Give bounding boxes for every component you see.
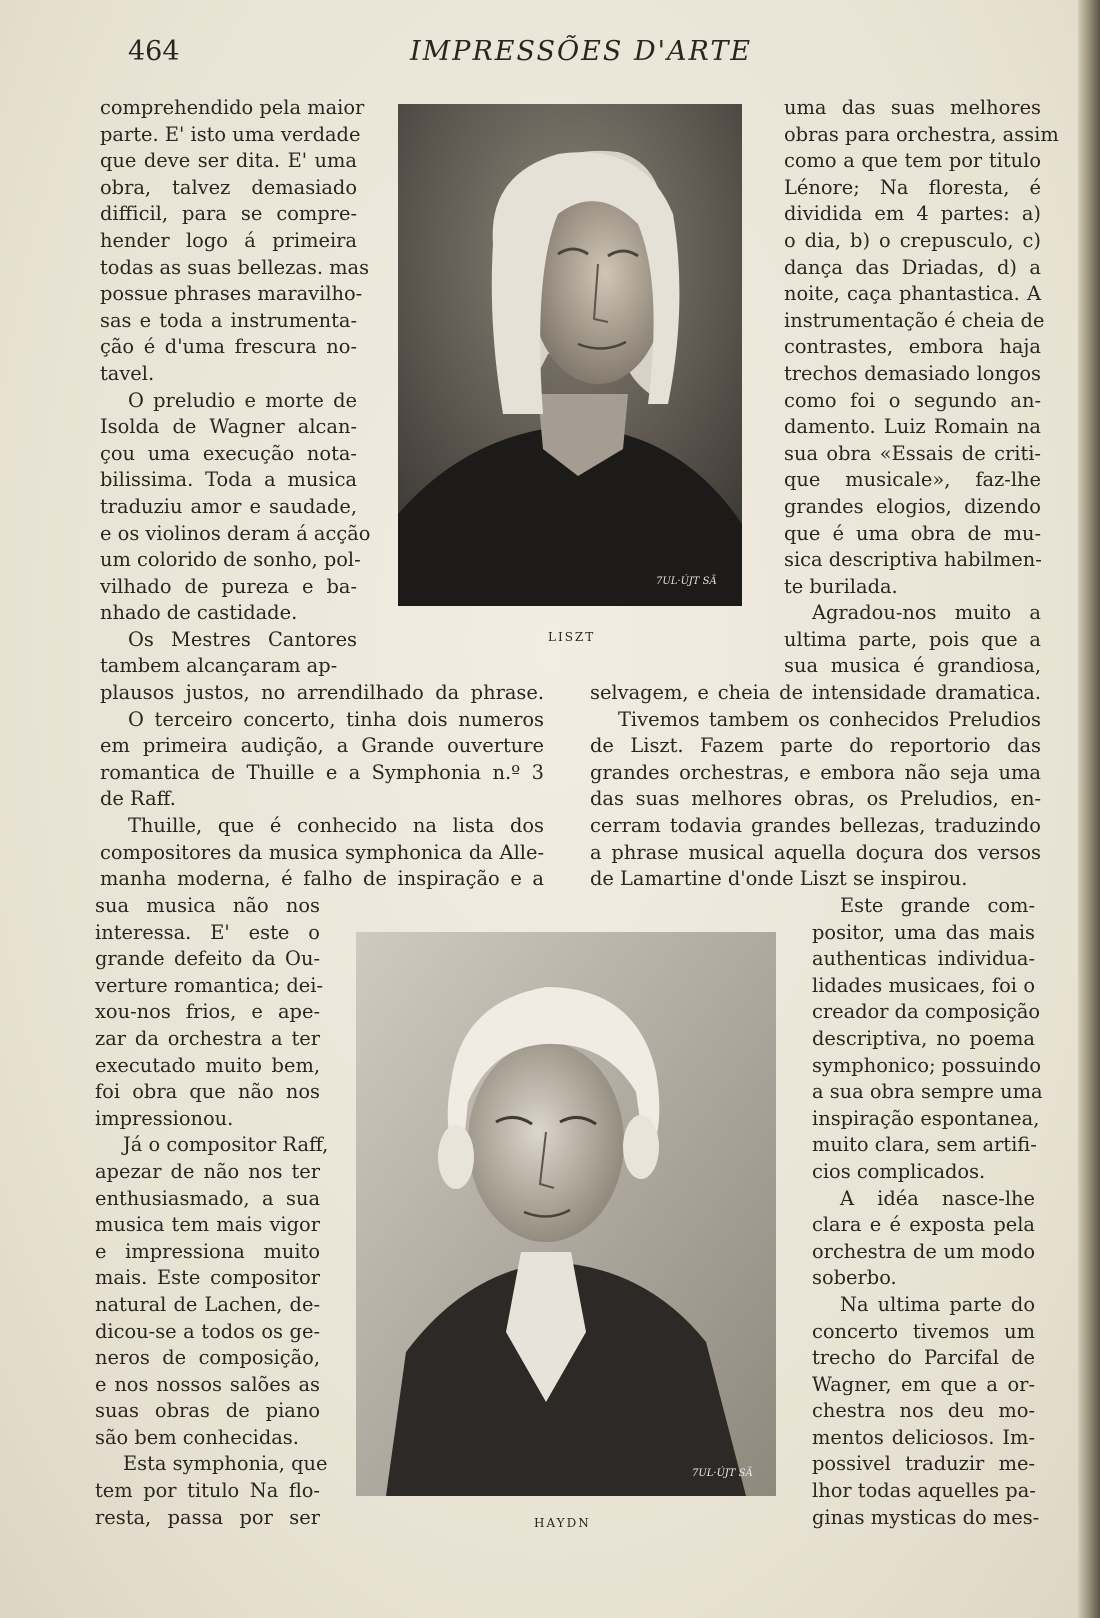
- haydn-caption: HAYDN: [534, 1516, 591, 1530]
- text-line: a sua obra sempre uma: [812, 1080, 1043, 1104]
- text-line: concerto tivemos um: [812, 1319, 1035, 1343]
- text-line: Lénore; Na floresta, é: [784, 175, 1041, 199]
- running-title: IMPRESSÕES D'ARTE: [410, 36, 753, 67]
- text-line: selvagem, e cheia de intensidade dramatica.: [590, 681, 1041, 704]
- text-line: são bem conhecidas.: [95, 1425, 299, 1449]
- text-line: çou uma execução nota-: [100, 441, 357, 465]
- text-line: romantica de Thuille e a Symphonia n.º 3: [100, 760, 544, 784]
- text-line: e impressiona muito: [95, 1239, 320, 1263]
- liszt-portrait: [398, 104, 742, 606]
- text-line: possue phrases maravilho-: [100, 282, 363, 306]
- text-line: Este grande com-: [840, 894, 1035, 917]
- text-col-b-left: [100, 680, 544, 893]
- text-line: neros de composição,: [95, 1346, 320, 1370]
- text-col-b-right: [590, 680, 1041, 893]
- text-line: como foi o segundo an-: [784, 388, 1041, 412]
- text-line: bilissima. Toda a musica: [100, 468, 357, 492]
- haydn-signature: 7UL·ÚJT SÃ: [692, 1468, 753, 1479]
- text-line: O preludio e morte de: [128, 388, 357, 412]
- text-line: obra, talvez demasiado: [100, 175, 357, 199]
- text-line: A idéa nasce-lhe: [840, 1186, 1035, 1210]
- text-line: O terceiro concerto, tinha dois numeros: [128, 707, 544, 731]
- text-line: compositores da musica symphonica da Alle-: [100, 840, 544, 864]
- text-line: possivel traduzir me-: [812, 1452, 1035, 1476]
- text-line: lhor todas aquelles pa-: [812, 1479, 1036, 1503]
- text-line: dança das Driadas, d) a: [784, 255, 1041, 279]
- text-line: musica tem mais vigor: [95, 1213, 320, 1237]
- text-line: que musicale», faz-lhe: [784, 468, 1041, 492]
- text-line: grande defeito da Ou-: [95, 947, 320, 971]
- text-line: Wagner, em que a or-: [812, 1372, 1035, 1396]
- text-line: sua obra «Essais de criti-: [784, 441, 1041, 465]
- text-line: tem por titulo Na flo-: [95, 1479, 320, 1503]
- text-line: authenticas individua-: [812, 947, 1035, 971]
- text-line: um colorido de sonho, pol-: [100, 548, 361, 572]
- text-line: todas as suas bellezas. mas: [100, 255, 370, 279]
- haydn-portrait: [356, 932, 776, 1496]
- text-line: interessa. E' este o: [95, 920, 320, 944]
- text-line: mais. Este compositor: [95, 1266, 320, 1290]
- text-line: enthusiasmado, a sua: [95, 1186, 320, 1210]
- text-col-d: [95, 893, 329, 1531]
- text-line: te burilada.: [784, 574, 898, 598]
- text-line: em primeira audição, a Grande ouverture: [100, 734, 544, 758]
- text-line: a phrase musical aquella doçura dos versos: [590, 840, 1041, 864]
- text-line: dividida em 4 partes: a): [784, 202, 1041, 226]
- text-line: obras para orchestra, assim: [784, 122, 1059, 146]
- text-line: chestra nos deu mo-: [812, 1399, 1035, 1423]
- text-line: tambem alcançaram ap-: [100, 654, 338, 678]
- text-line: foi obra que não nos: [95, 1080, 320, 1104]
- text-line: executado muito bem,: [95, 1053, 320, 1077]
- text-line: manha moderna, é falho de inspiração e a: [100, 867, 544, 891]
- text-line: cerram todavia grandes bellezas, traduzindo: [590, 813, 1041, 837]
- text-line: descriptiva, no poema: [812, 1026, 1035, 1050]
- text-line: cios complicados.: [812, 1159, 986, 1183]
- text-line: trecho do Parcifal de: [812, 1346, 1035, 1370]
- text-line: comprehendido pela maior: [100, 96, 365, 119]
- text-line: e os violinos deram á acção: [100, 521, 371, 545]
- text-line: tavel.: [100, 361, 155, 385]
- liszt-signature: 7UL·ÚJT SÃ: [656, 576, 717, 587]
- text-line: parte. E' isto uma verdade: [100, 122, 361, 146]
- text-line: symphonico; possuindo: [812, 1053, 1042, 1077]
- text-line: de Raff.: [100, 787, 176, 811]
- text-line: uma das suas melhores: [784, 96, 1041, 119]
- text-line: clara e é exposta pela: [812, 1213, 1035, 1237]
- text-line: vilhado de pureza e ba-: [100, 574, 357, 598]
- text-line: xou-nos frios, e ape-: [95, 1000, 320, 1024]
- liszt-caption: LISZT: [548, 630, 596, 644]
- text-line: mentos deliciosos. Im-: [812, 1425, 1035, 1449]
- page-number: 464: [128, 36, 180, 67]
- text-line: traduziu amor e saudade,: [100, 494, 357, 518]
- text-line: suas obras de piano: [95, 1399, 320, 1423]
- text-line: grandes orchestras, e embora não seja uma: [590, 760, 1041, 784]
- text-line: positor, uma das mais: [812, 920, 1035, 944]
- text-line: zar da orchestra a ter: [95, 1026, 320, 1050]
- text-col-a: [100, 95, 371, 680]
- text-line: Tivemos tambem os conhecidos Preludios: [618, 707, 1041, 731]
- text-line: resta, passa por ser: [95, 1505, 320, 1529]
- text-line: verture romantica; dei-: [95, 973, 324, 997]
- text-line: sua musica não nos: [95, 894, 320, 917]
- text-line: ginas mysticas do mes-: [812, 1505, 1040, 1529]
- text-line: de Liszt. Fazem parte do reportorio das: [590, 734, 1041, 758]
- text-line: Thuille, que é conhecido na lista dos: [128, 813, 544, 837]
- text-line: como a que tem por titulo: [784, 149, 1041, 173]
- text-line: e nos nossos salões as: [95, 1372, 320, 1396]
- text-line: inspiração espontanea,: [812, 1106, 1040, 1130]
- text-line: lidades musicaes, foi o: [812, 973, 1035, 997]
- text-line: o dia, b) o crepusculo, c): [784, 228, 1041, 252]
- text-line: Os Mestres Cantores: [128, 627, 357, 651]
- text-line: difficil, para se compre-: [100, 202, 357, 226]
- text-line: muito clara, sem artifi-: [812, 1133, 1037, 1157]
- text-line: Esta symphonia, que: [123, 1452, 328, 1476]
- text-line: soberbo.: [812, 1266, 897, 1290]
- text-line: ultima parte, pois que a: [784, 627, 1041, 651]
- text-line: das suas melhores obras, os Preludios, en-: [590, 787, 1041, 811]
- text-line: plausos justos, no arrendilhado da phrase.: [100, 681, 544, 704]
- page-edge: [1078, 0, 1100, 1618]
- text-line: que é uma obra de mu-: [784, 521, 1041, 545]
- text-line: grandes elogios, dizendo: [784, 494, 1041, 518]
- text-line: contrastes, embora haja: [784, 335, 1041, 359]
- text-line: natural de Lachen, de-: [95, 1292, 320, 1316]
- text-line: trechos demasiado longos: [784, 361, 1041, 385]
- text-line: sua musica é grandiosa,: [784, 654, 1041, 678]
- text-line: Já o compositor Raff,: [123, 1133, 329, 1157]
- text-line: sica descriptiva habilmen-: [784, 548, 1042, 572]
- text-line: de Lamartine d'onde Liszt se inspirou.: [590, 867, 968, 891]
- text-line: ção é d'uma frescura no-: [100, 335, 357, 359]
- text-line: creador da composição: [812, 1000, 1041, 1024]
- text-line: Agradou-nos muito a: [812, 601, 1041, 625]
- text-line: Isolda de Wagner alcan-: [100, 415, 357, 439]
- text-line: noite, caça phantastica. A: [784, 282, 1041, 306]
- text-col-f: [812, 893, 1043, 1531]
- text-line: damento. Luiz Romain na: [784, 415, 1041, 439]
- text-line: impressionou.: [95, 1106, 234, 1130]
- text-line: que deve ser dita. E' uma: [100, 149, 357, 173]
- text-line: apezar de não nos ter: [95, 1159, 320, 1183]
- text-col-c: [784, 95, 1059, 680]
- text-line: hender logo á primeira: [100, 228, 357, 252]
- text-line: nhado de castidade.: [100, 601, 298, 625]
- text-line: orchestra de um modo: [812, 1239, 1035, 1263]
- text-line: Na ultima parte do: [840, 1292, 1035, 1316]
- text-line: sas e toda a instrumenta-: [100, 308, 357, 332]
- text-line: instrumentação é cheia de: [784, 308, 1045, 332]
- text-line: dicou-se a todos os ge-: [95, 1319, 320, 1343]
